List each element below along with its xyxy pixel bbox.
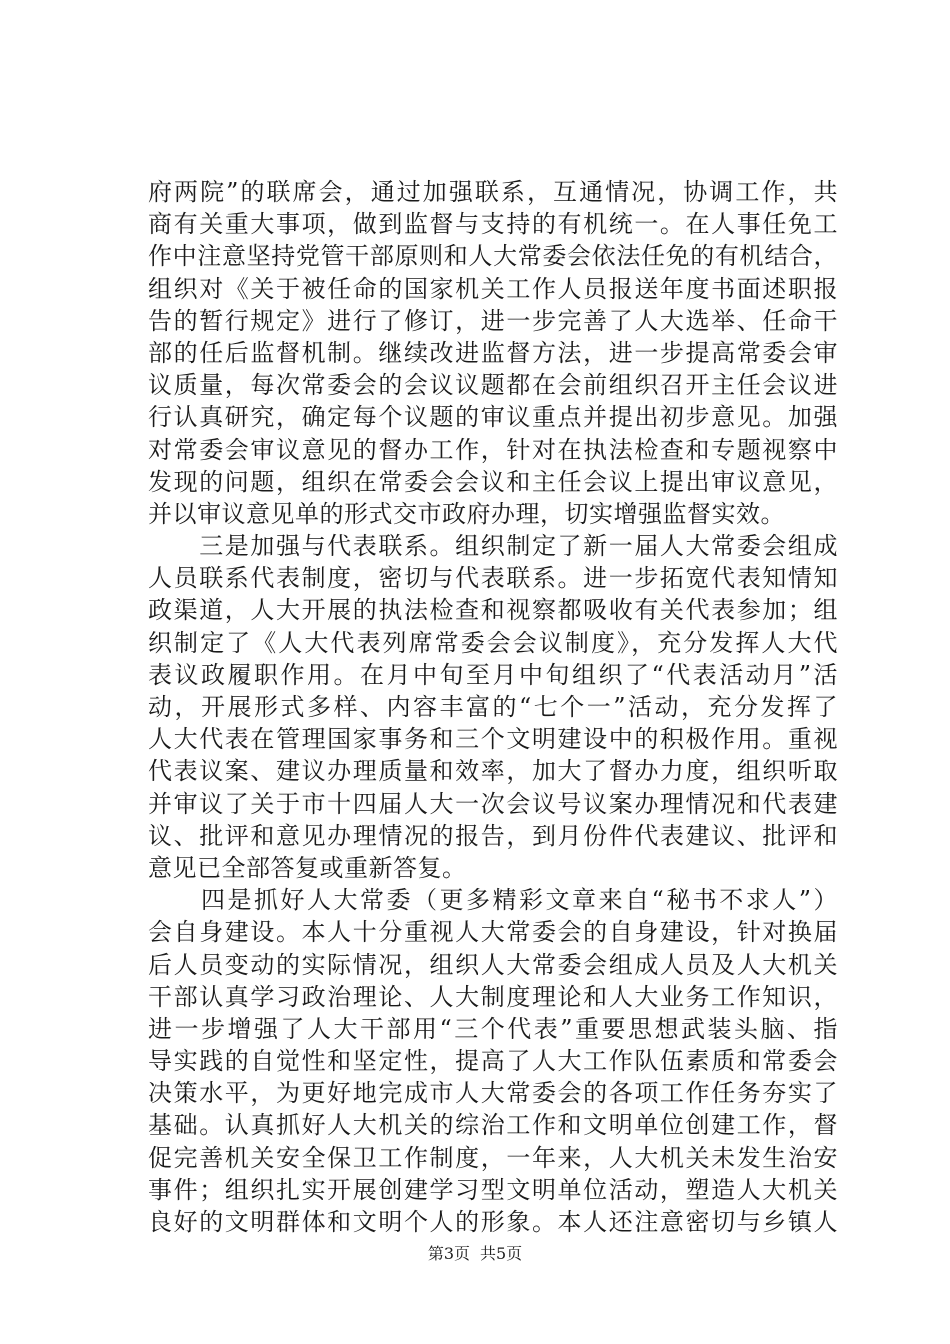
text-line: 并以审议意见单的形式交市政府办理，切实增强监督实效。 <box>148 499 785 528</box>
text-line: 议、批评和意见办理情况的报告，到月份件代表建议、批评和 <box>148 821 838 850</box>
text-line: 会自身建设。本人十分重视人大常委会的自身建设，针对换届 <box>148 918 838 947</box>
text-line: 并审议了关于市十四届人大一次会议号议案办理情况和代表建 <box>148 789 838 818</box>
text-line: 事件；组织扎实开展创建学习型文明单位活动，塑造人大机关 <box>148 1175 838 1204</box>
text-line: 基础。认真抓好人大机关的综治工作和文明单位创建工作，督 <box>148 1111 838 1140</box>
text-line: 后人员变动的实际情况，组织人大常委会组成人员及人大机关 <box>148 950 838 979</box>
text-line: 意见已全部答复或重新答复。 <box>148 853 467 882</box>
text-line: 人员联系代表制度，密切与代表联系。进一步拓宽代表知情知 <box>148 564 838 593</box>
text-line: 政渠道，人大开展的执法检查和视察都吸收有关代表参加；组 <box>148 596 838 625</box>
text-line: 良好的文明群体和文明个人的形象。本人还注意密切与乡镇人 <box>148 1208 838 1236</box>
text-line: 动，开展形式多样、内容丰富的“七个一”活动，充分发挥了 <box>148 693 838 721</box>
text-line: 对常委会审议意见的督办工作，针对在执法检查和专题视察中 <box>148 435 838 464</box>
text-line: 告的暂行规定》进行了修订，进一步完善了人大选举、任命干 <box>148 306 838 335</box>
text-line: 府两院”的联席会，通过加强联系，互通情况，协调工作，共 <box>148 178 838 206</box>
text-line: 作中注意坚持党管干部原则和人大常委会依法任免的有机结合， <box>148 242 838 271</box>
text-line: 表议政履职作用。在月中旬至月中旬组织了“代表活动月”活 <box>148 660 838 689</box>
text-line: 组织对《关于被任命的国家机关工作人员报送年度书面述职报 <box>148 274 838 303</box>
text-line: 行认真研究，确定每个议题的审议重点并提出初步意见。加强 <box>148 403 838 432</box>
text-line: 决策水平，为更好地完成市人大常委会的各项工作任务夯实了 <box>148 1079 838 1108</box>
text-line: 商有关重大事项，做到监督与支持的有机统一。在人事任免工 <box>148 210 838 239</box>
text-line: 四是抓好人大常委（更多精彩文章来自“秘书不求人”） <box>148 886 838 915</box>
text-line: 代表议案、建议办理质量和效率，加大了督办力度，组织听取 <box>148 757 838 786</box>
page-footer <box>0 1244 950 1264</box>
text-line: 干部认真学习政治理论、人大制度理论和人大业务工作知识， <box>148 982 838 1011</box>
text-line: 进一步增强了人大干部用“三个代表”重要思想武装头脑、指 <box>148 1014 838 1043</box>
text-line: 促完善机关安全保卫工作制度，一年来，人大机关未发生治安 <box>148 1143 838 1172</box>
page-total: 共5页 <box>480 1244 523 1263</box>
text-line: 部的任后监督机制。继续改进监督方法，进一步提高常委会审 <box>148 338 838 367</box>
text-line: 议质量，每次常委会的会议议题都在会前组织召开主任会议进 <box>148 371 838 400</box>
text-line: 三是加强与代表联系。组织制定了新一届人大常委会组成 <box>148 532 838 561</box>
page-number: 第3页 <box>427 1244 470 1263</box>
document-body <box>148 176 838 1238</box>
text-line: 人大代表在管理国家事务和三个文明建设中的积极作用。重视 <box>148 725 838 754</box>
text-line: 织制定了《人大代表列席常委会会议制度》，充分发挥人大代 <box>148 628 838 657</box>
text-line: 导实践的自觉性和坚定性，提高了人大工作队伍素质和常委会 <box>148 1047 838 1076</box>
text-line: 发现的问题，组织在常委会会议和主任会议上提出审议意见， <box>148 467 838 496</box>
